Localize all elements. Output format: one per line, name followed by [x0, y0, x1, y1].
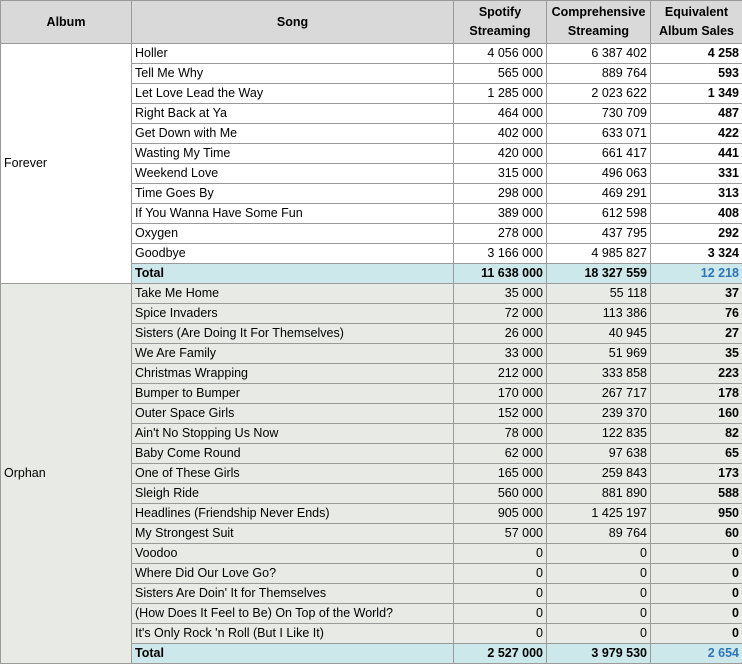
song-cell: Outer Space Girls	[132, 404, 454, 424]
song-cell: If You Wanna Have Some Fun	[132, 204, 454, 224]
comprehensive-streaming-cell: 1 425 197	[547, 504, 651, 524]
equivalent-sales-cell: 160	[651, 404, 742, 424]
spotify-streaming-cell: 35 000	[454, 284, 547, 304]
spotify-streaming-cell: 420 000	[454, 144, 547, 164]
comprehensive-streaming-cell: 89 764	[547, 524, 651, 544]
spotify-streaming-cell: 57 000	[454, 524, 547, 544]
spotify-streaming-cell: 0	[454, 544, 547, 564]
table-row	[1, 284, 742, 304]
comprehensive-streaming-cell: 0	[547, 544, 651, 564]
album-name-cell: Forever	[1, 44, 132, 284]
comprehensive-streaming-cell: 612 598	[547, 204, 651, 224]
equivalent-sales-cell: 441	[651, 144, 742, 164]
header-album: Album	[1, 1, 132, 44]
song-cell: Goodbye	[132, 244, 454, 264]
equivalent-sales-cell: 1 349	[651, 84, 742, 104]
song-cell: Christmas Wrapping	[132, 364, 454, 384]
song-cell: Let Love Lead the Way	[132, 84, 454, 104]
comprehensive-streaming-cell: 633 071	[547, 124, 651, 144]
song-cell: Holler	[132, 44, 454, 64]
song-cell: Get Down with Me	[132, 124, 454, 144]
comprehensive-streaming-cell: 122 835	[547, 424, 651, 444]
spotify-streaming-cell: 0	[454, 584, 547, 604]
comprehensive-streaming-cell: 889 764	[547, 64, 651, 84]
comprehensive-streaming-cell: 239 370	[547, 404, 651, 424]
spotify-streaming-cell: 78 000	[454, 424, 547, 444]
equivalent-sales-cell: 593	[651, 64, 742, 84]
song-cell: Wasting My Time	[132, 144, 454, 164]
spotify-streaming-cell: 33 000	[454, 344, 547, 364]
equivalent-sales-cell: 0	[651, 544, 742, 564]
equivalent-sales-cell: 37	[651, 284, 742, 304]
total-spotify-cell: 2 527 000	[454, 644, 547, 664]
equivalent-sales-cell: 588	[651, 484, 742, 504]
comprehensive-streaming-cell: 0	[547, 624, 651, 644]
comprehensive-streaming-cell: 496 063	[547, 164, 651, 184]
spotify-streaming-cell: 315 000	[454, 164, 547, 184]
spotify-streaming-cell: 0	[454, 624, 547, 644]
spotify-streaming-cell: 62 000	[454, 444, 547, 464]
total-equivalent-cell: 2 654	[651, 644, 742, 664]
comprehensive-streaming-cell: 2 023 622	[547, 84, 651, 104]
equivalent-sales-cell: 65	[651, 444, 742, 464]
comprehensive-streaming-cell: 437 795	[547, 224, 651, 244]
equivalent-sales-cell: 0	[651, 564, 742, 584]
equivalent-sales-cell: 292	[651, 224, 742, 244]
song-cell: Right Back at Ya	[132, 104, 454, 124]
comprehensive-streaming-cell: 0	[547, 604, 651, 624]
total-comprehensive-cell: 18 327 559	[547, 264, 651, 284]
header-comprehensive-streaming: Comprehensive Streaming	[547, 1, 651, 44]
table-header	[1, 1, 742, 44]
header-equivalent-album-sales: Equivalent Album Sales	[651, 1, 742, 44]
total-label-cell: Total	[132, 264, 454, 284]
song-cell: Take Me Home	[132, 284, 454, 304]
comprehensive-streaming-cell: 113 386	[547, 304, 651, 324]
header-row	[1, 1, 742, 44]
song-cell: Weekend Love	[132, 164, 454, 184]
equivalent-sales-cell: 0	[651, 604, 742, 624]
equivalent-sales-cell: 4 258	[651, 44, 742, 64]
song-cell: Where Did Our Love Go?	[132, 564, 454, 584]
song-cell: Time Goes By	[132, 184, 454, 204]
spotify-streaming-cell: 165 000	[454, 464, 547, 484]
spotify-streaming-cell: 0	[454, 604, 547, 624]
equivalent-sales-cell: 178	[651, 384, 742, 404]
album-name-cell: Orphan	[1, 284, 132, 664]
spotify-streaming-cell: 170 000	[454, 384, 547, 404]
song-cell: Headlines (Friendship Never Ends)	[132, 504, 454, 524]
comprehensive-streaming-cell: 881 890	[547, 484, 651, 504]
equivalent-sales-cell: 408	[651, 204, 742, 224]
comprehensive-streaming-cell: 333 858	[547, 364, 651, 384]
spotify-streaming-cell: 565 000	[454, 64, 547, 84]
equivalent-sales-cell: 0	[651, 624, 742, 644]
song-cell: Oxygen	[132, 224, 454, 244]
spotify-streaming-cell: 72 000	[454, 304, 547, 324]
album-group-orphan	[1, 284, 742, 664]
equivalent-sales-cell: 331	[651, 164, 742, 184]
song-cell: Voodoo	[132, 544, 454, 564]
song-cell: We Are Family	[132, 344, 454, 364]
spotify-streaming-cell: 278 000	[454, 224, 547, 244]
song-cell: My Strongest Suit	[132, 524, 454, 544]
comprehensive-streaming-cell: 469 291	[547, 184, 651, 204]
comprehensive-streaming-cell: 730 709	[547, 104, 651, 124]
spotify-streaming-cell: 464 000	[454, 104, 547, 124]
comprehensive-streaming-cell: 0	[547, 564, 651, 584]
comprehensive-streaming-cell: 267 717	[547, 384, 651, 404]
total-comprehensive-cell: 3 979 530	[547, 644, 651, 664]
spotify-streaming-cell: 1 285 000	[454, 84, 547, 104]
song-cell: Sisters Are Doin' It for Themselves	[132, 584, 454, 604]
equivalent-sales-cell: 35	[651, 344, 742, 364]
comprehensive-streaming-cell: 51 969	[547, 344, 651, 364]
song-cell: Tell Me Why	[132, 64, 454, 84]
equivalent-sales-cell: 3 324	[651, 244, 742, 264]
comprehensive-streaming-cell: 0	[547, 584, 651, 604]
comprehensive-streaming-cell: 55 118	[547, 284, 651, 304]
song-cell: Spice Invaders	[132, 304, 454, 324]
album-group-forever	[1, 44, 742, 284]
spotify-streaming-cell: 0	[454, 564, 547, 584]
song-cell: One of These Girls	[132, 464, 454, 484]
spotify-streaming-cell: 26 000	[454, 324, 547, 344]
equivalent-sales-cell: 0	[651, 584, 742, 604]
equivalent-sales-cell: 173	[651, 464, 742, 484]
spotify-streaming-cell: 389 000	[454, 204, 547, 224]
equivalent-sales-cell: 487	[651, 104, 742, 124]
spotify-streaming-cell: 905 000	[454, 504, 547, 524]
equivalent-sales-cell: 422	[651, 124, 742, 144]
comprehensive-streaming-cell: 661 417	[547, 144, 651, 164]
comprehensive-streaming-cell: 6 387 402	[547, 44, 651, 64]
equivalent-sales-cell: 950	[651, 504, 742, 524]
spotify-streaming-cell: 560 000	[454, 484, 547, 504]
spotify-streaming-cell: 152 000	[454, 404, 547, 424]
equivalent-sales-cell: 27	[651, 324, 742, 344]
comprehensive-streaming-cell: 259 843	[547, 464, 651, 484]
equivalent-sales-cell: 60	[651, 524, 742, 544]
comprehensive-streaming-cell: 4 985 827	[547, 244, 651, 264]
song-cell: (How Does It Feel to Be) On Top of the World?	[132, 604, 454, 624]
total-label-cell: Total	[132, 644, 454, 664]
total-spotify-cell: 11 638 000	[454, 264, 547, 284]
song-cell: Sleigh Ride	[132, 484, 454, 504]
spotify-streaming-cell: 212 000	[454, 364, 547, 384]
equivalent-sales-cell: 82	[651, 424, 742, 444]
song-cell: Bumper to Bumper	[132, 384, 454, 404]
spotify-streaming-cell: 402 000	[454, 124, 547, 144]
comprehensive-streaming-cell: 97 638	[547, 444, 651, 464]
header-song: Song	[132, 1, 454, 44]
comprehensive-streaming-cell: 40 945	[547, 324, 651, 344]
equivalent-sales-cell: 313	[651, 184, 742, 204]
equivalent-sales-cell: 76	[651, 304, 742, 324]
song-cell: Ain't No Stopping Us Now	[132, 424, 454, 444]
spotify-streaming-cell: 3 166 000	[454, 244, 547, 264]
total-equivalent-cell: 12 218	[651, 264, 742, 284]
header-spotify-streaming: Spotify Streaming	[454, 1, 547, 44]
song-cell: It's Only Rock 'n Roll (But I Like It)	[132, 624, 454, 644]
song-cell: Baby Come Round	[132, 444, 454, 464]
equivalent-sales-cell: 223	[651, 364, 742, 384]
table-row	[1, 44, 742, 64]
spotify-streaming-cell: 4 056 000	[454, 44, 547, 64]
spotify-streaming-cell: 298 000	[454, 184, 547, 204]
song-cell: Sisters (Are Doing It For Themselves)	[132, 324, 454, 344]
